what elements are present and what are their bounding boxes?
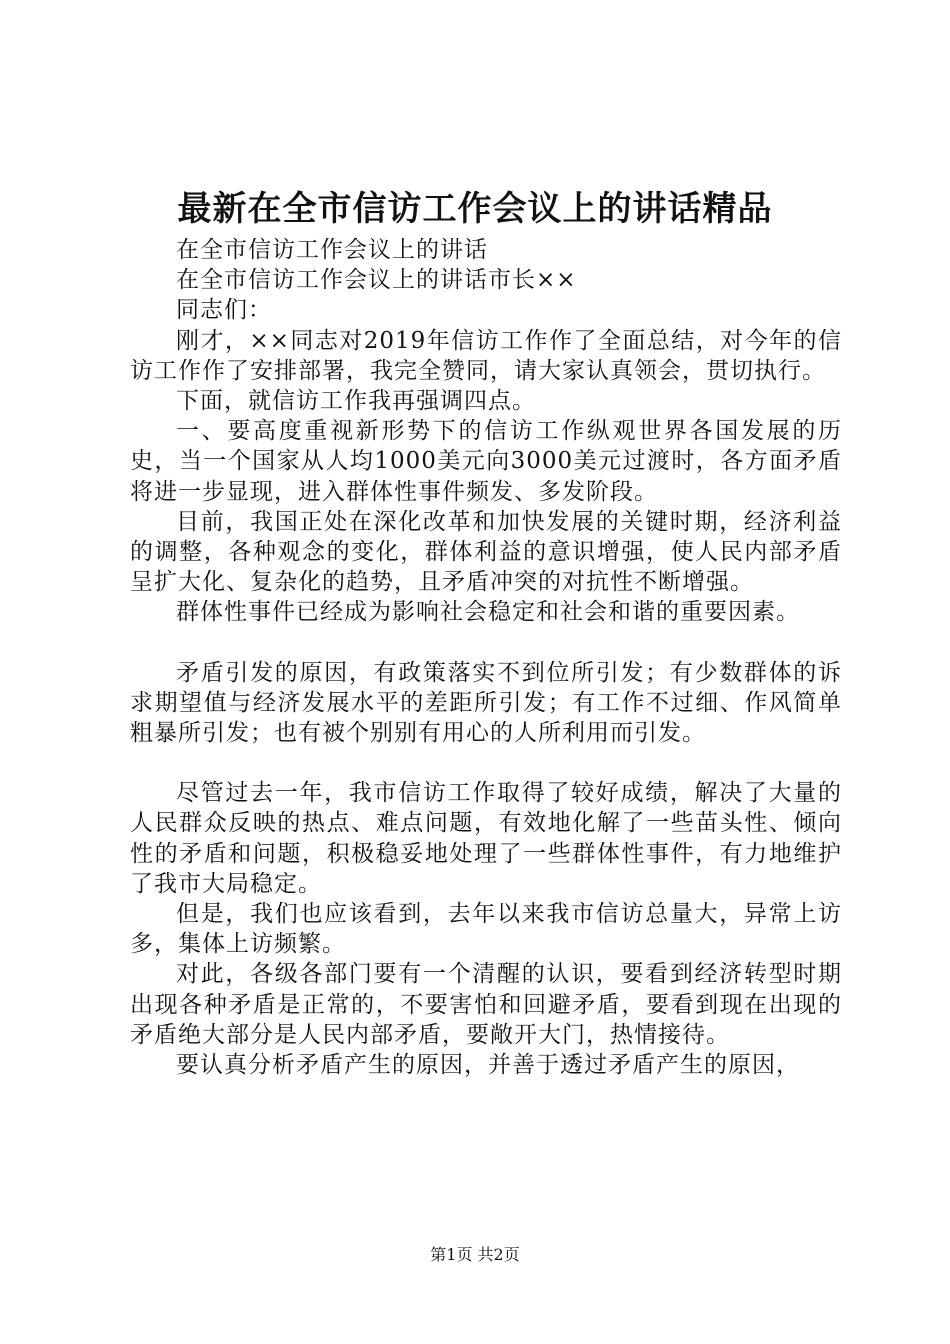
page-number-footer: 第1页 共2页 — [430, 1245, 520, 1264]
document-title: 最新在全市信访工作会议上的讲话精品 — [177, 189, 773, 229]
paragraph: 矛盾引发的原因，有政策落实不到位所引发；有少数群体的诉求期望值与经济发展水平的差距所引发；有工作不过细、作风简单粗暴所引发；也有被个别别有用心的人所利用而引发。 — [130, 659, 842, 747]
paragraph: 尽管过去一年，我市信访工作取得了较好成绩，解决了大量的人民群众反映的热点、难点问题，有效地化解了一些苗头性、倾向性的矛盾和问题，积极稳妥地处理了一些群体性事件，有力地维护了我市大局稳定。 — [130, 780, 842, 897]
paragraph: 同志们： — [176, 297, 272, 324]
paragraph: 在全市信访工作会议上的讲话 — [176, 237, 488, 263]
paragraph: 但是，我们也应该看到，去年以来我市信访总量大，异常上访多，集体上访频繁。 — [130, 901, 842, 958]
paragraph: 下面，就信访工作我再强调四点。 — [176, 388, 536, 415]
paragraph: 目前，我国正处在深化改革和加快发展的关键时期，经济利益的调整，各种观念的变化，群体利益的意识增强，使人民内部矛盾呈扩大化、复杂化的趋势，且矛盾冲突的对抗性不断增强。 — [130, 508, 842, 596]
paragraph: 对此，各级各部门要有一个清醒的认识，要看到经济转型时期出现各种矛盾是正常的，不要害怕和回避矛盾，要看到现在出现的矛盾绝大部分是人民内部矛盾，要敞开大门，热情接待。 — [130, 961, 842, 1048]
paragraph: 群体性事件已经成为影响社会稳定和社会和谐的重要因素。 — [176, 599, 800, 626]
document-body — [130, 235, 842, 1080]
paragraph: 一、要高度重视新形势下的信访工作纵观世界各国发展的历史，当一个国家从人均1000美元向3000美元过渡时，各方面矛盾将进一步显现，进入群体性事件频发、多发阶段。 — [130, 418, 842, 505]
paragraph: 在全市信访工作会议上的讲话市长×× — [176, 267, 577, 294]
paragraph: 要认真分析矛盾产生的原因，并善于透过矛盾产生的原因， — [176, 1052, 800, 1079]
paragraph: 刚才，××同志对2019年信访工作作了全面总结，对今年的信访工作作了安排部署，我完全赞同，请大家认真领会，贯切执行。 — [130, 327, 842, 384]
